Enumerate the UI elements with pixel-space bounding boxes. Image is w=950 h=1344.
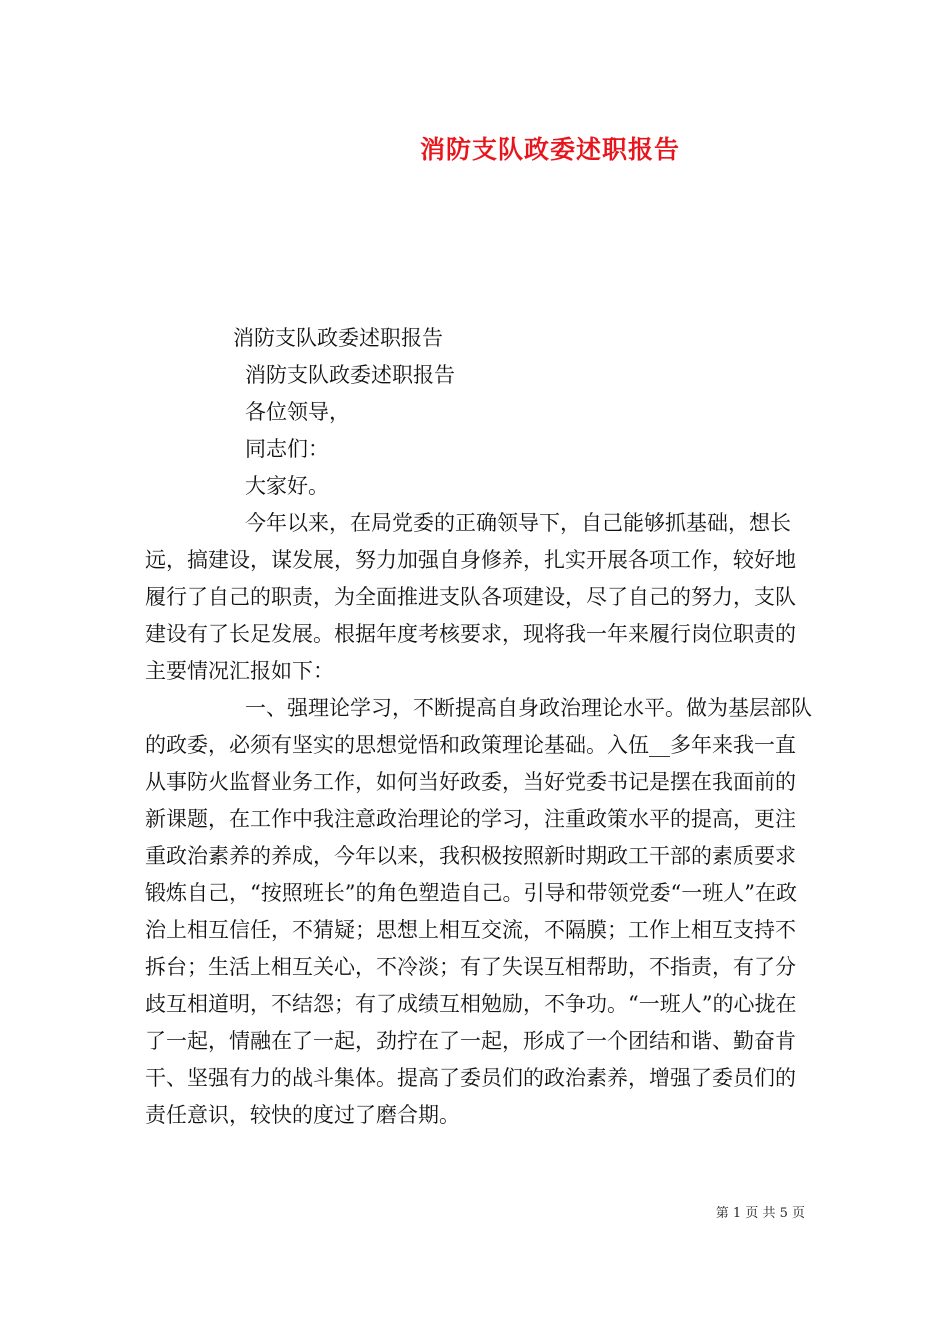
salutation-comrades: 同志们： [245,437,329,461]
document-body [145,320,815,1134]
paragraph-section-1: 一、强理论学习，不断提高自身政治理论水平。做为基层部队的政委，必须有坚实的思想觉悟和政策理论基础。入伍__多年来我一直从事防火监督业务工作，如何当好政委，当好党委书记是摆在我面前的新课题，在工作中我注意政治理论的学习，注重政策水平的提高，更注重政治素养的养成，今年以来，我积极按照新时期政工干部的素质要求锻炼自己，“按照班长”的角色塑造自己。引导和带领党委“一班人”在政治上相互信任，不猜疑；思想上相互交流，不隔膜；工作上相互支持不拆台；生活上相互关心，不冷淡；有了失误互相帮助，不指责，有了分歧互相道明，不结怨；有了成绩互相勉励，不争功。“一班人”的心拢在了一起，情融在了一起，劲拧在了一起，形成了一个团结和谐、勤奋肯干、坚强有力的战斗集体。提高了委员们的政治素养，增强了委员们的责任意识，较快的度过了磨合期。 [145,696,812,1127]
paragraph-intro: 今年以来，在局党委的正确领导下，自己能够抓基础，想长远，搞建设，谋发展，努力加强自身修养，扎实开展各项工作，较好地履行了自己的职责，为全面推进支队各项建设，尽了自己的努力，支队建设有了长足发展。根据年度考核要求，现将我一年来履行岗位职责的主要情况汇报如下： [145,511,796,683]
document-title: 消防支队政委述职报告 [419,135,680,164]
salutation-leaders: 各位领导， [245,400,350,424]
heading-line: 消防支队政委述职报告 [245,363,455,387]
subtitle-line: 消防支队政委述职报告 [233,326,443,350]
greeting: 大家好。 [245,474,329,498]
page-number: 第 1 页 共 5 页 [715,1206,805,1221]
